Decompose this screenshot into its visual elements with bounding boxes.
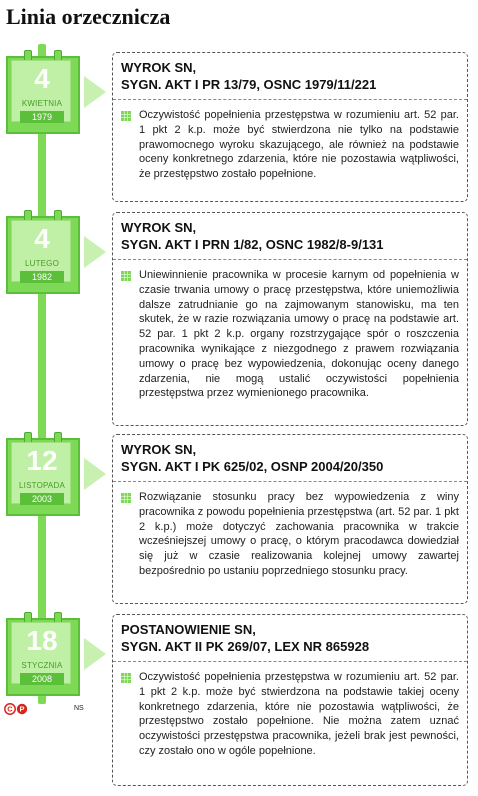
- calendar-icon: [6, 432, 80, 516]
- page-title: Linia orzecznicza: [6, 4, 171, 29]
- calendar-year: 1982: [20, 271, 64, 283]
- calendar-icon: [6, 50, 80, 134]
- ruling-heading: [121, 621, 459, 655]
- svg-text:C: C: [7, 704, 13, 714]
- arrow-right-icon: [84, 236, 106, 268]
- calendar-year: 1979: [20, 111, 64, 123]
- calendar-icon: [6, 210, 80, 294]
- calendar-day: 12: [26, 445, 58, 476]
- ruling-type: WYROK SN,: [121, 60, 197, 75]
- calendar-day: 4: [34, 223, 50, 254]
- ruling-heading: [121, 441, 459, 475]
- ruling-reference: SYGN. AKT I PRN 1/82, OSNC 1982/8-9/131: [121, 237, 384, 252]
- ruling-text: Oczywistość popełnienia przestępstwa w rozumieniu art. 52 par. 1 pkt 2 k.p. może być stwierdzona na podstawie takiej oceny konkretnego zdarzenia, które nie pozostawia wątpliwości, że przestępstwo zostało popełnione. Nie można zatem uznać oczywistości przestępstwa pracownika, jeżeli brak jest pewności, czy zostało ono w ogóle popełnione.: [139, 671, 459, 757]
- copyright-p-logo-icon: [4, 703, 34, 715]
- ruling-card: [112, 212, 468, 426]
- calendar-month: KWIETNIA: [21, 99, 63, 108]
- ruling-heading: [121, 59, 459, 93]
- ruling-text: Uniewinnienie pracownika w procesie karnym od popełnienia w czasie trwania umowy o pracę przestępstwa, które uniemożliwia dalsze zatrudnianie go na zajmowanym stanowisku, ma ten skutek, że w razie rozwiązania umowy o pracę na podstawie art. 52 par. 1 pkt 2 k.p. organy rozstrzygające spór o roszczenia pracownika wynikające z niezgodnego z prawem rozwiązania umowy o pracę bez wypowiedzenia, dokonując oceny danego zdarzenia, nie mogą ustalić oczywistości popełnienia przestępstwa przez wymienionego pracownika.: [139, 269, 459, 400]
- arrow-right-icon: [84, 76, 106, 108]
- divider: [113, 481, 467, 482]
- calendar-month: LISTOPADA: [19, 481, 65, 490]
- calendar-icon: [6, 612, 80, 696]
- divider: [113, 99, 467, 100]
- grid-bullet-icon: [121, 271, 131, 281]
- timeline-line: [38, 44, 46, 704]
- ruling-type: POSTANOWIENIE SN,: [121, 622, 256, 637]
- grid-bullet-icon: [121, 111, 131, 121]
- ruling-reference: SYGN. AKT I PR 13/79, OSNC 1979/11/221: [121, 77, 377, 92]
- calendar-month: LUTEGO: [24, 259, 60, 268]
- calendar-month: STYCZNIA: [21, 661, 63, 670]
- calendar-year: 2003: [20, 493, 64, 505]
- ruling-text: Rozwiązanie stosunku pracy bez wypowiedzenia z winy pracownika z powodu popełnienia przestępstwa (art. 52 par. 1 pkt 2 k.p.) może dotyczyć zachowania pracownika w trakcie wcześniejszej umowy o pracę, o którym pracodawca dowiedział się już w czasie realizowania kolejnej umowy zawartej bezpośrednio po ustaniu poprzedniego stosunku pracy.: [139, 491, 459, 577]
- ruling-card: [112, 434, 468, 604]
- arrow-right-icon: [84, 458, 106, 490]
- ruling-type: WYROK SN,: [121, 220, 197, 235]
- ruling-reference: SYGN. AKT I PK 625/02, OSNP 2004/20/350: [121, 459, 384, 474]
- divider: [113, 661, 467, 662]
- calendar-year: 2008: [20, 673, 64, 685]
- ruling-heading: [121, 219, 459, 253]
- calendar-day: 4: [34, 63, 50, 94]
- svg-text:P: P: [19, 704, 25, 714]
- author-initials: NS: [74, 705, 84, 712]
- ruling-reference: SYGN. AKT II PK 269/07, LEX NR 865928: [121, 639, 370, 654]
- arrow-right-icon: [84, 638, 106, 670]
- ruling-type: WYROK SN,: [121, 442, 197, 457]
- grid-bullet-icon: [121, 673, 131, 683]
- ruling-text: Oczywistość popełnienia przestępstwa w rozumieniu art. 52 par. 1 pkt 2 k.p. może być stwierdzona nie tylko na podstawie prawomocnego wyroku skazującego, ale również na podstawie oceny konkretnego zdarzenia, które nie pozostawia wątpliwości, że przestępstwo zostało popełnione.: [139, 109, 459, 181]
- grid-bullet-icon: [121, 493, 131, 503]
- ruling-card: [112, 614, 468, 786]
- calendar-day: 18: [26, 625, 58, 656]
- ruling-card: [112, 52, 468, 202]
- divider: [113, 259, 467, 260]
